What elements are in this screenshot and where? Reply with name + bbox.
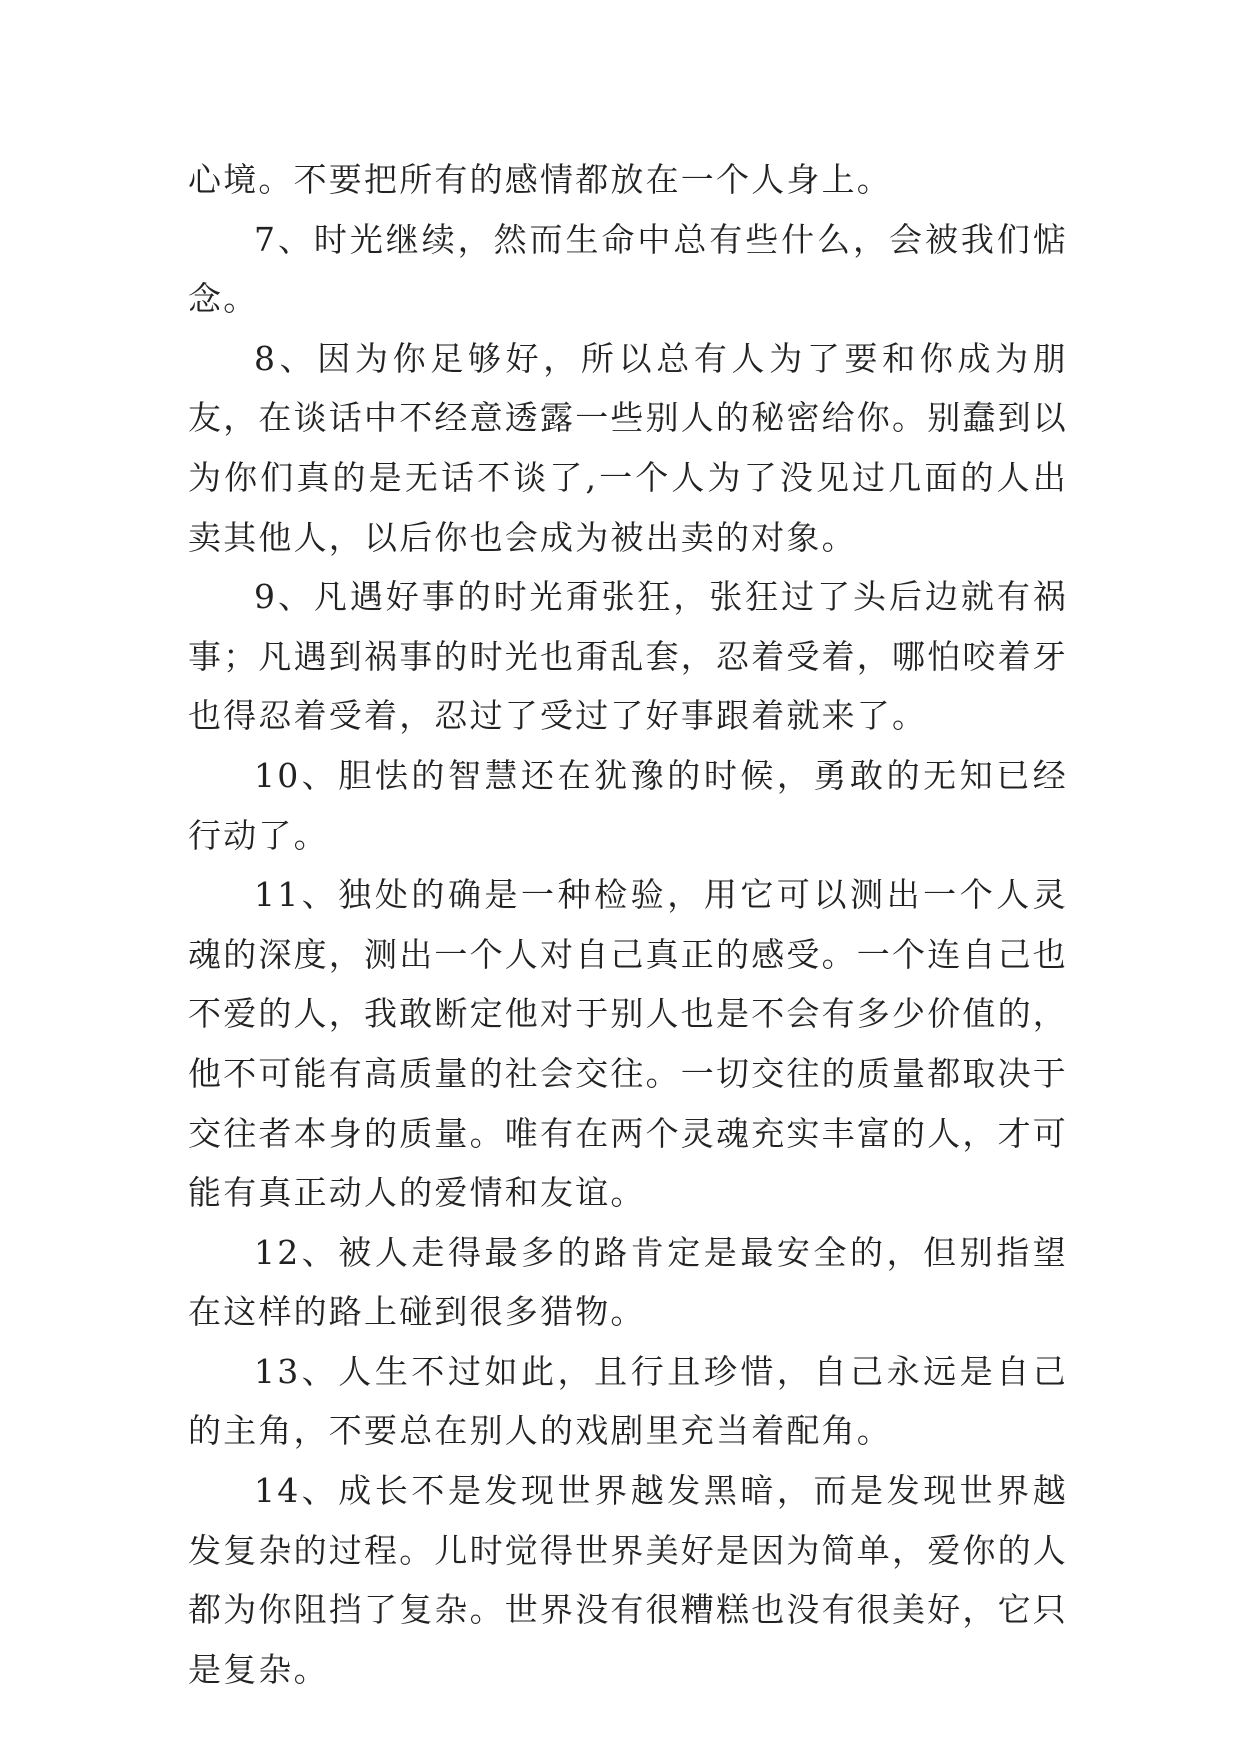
paragraph-7: 7、时光继续，然而生命中总有些什么，会被我们惦念。 [188, 219, 1068, 319]
paragraph-8: 8、因为你足够好，所以总有人为了要和你成为朋友，在谈话中不经意透露一些别人的秘密给你。别蠢到以为你们真的是无话不谈了,一个人为了没见过几面的人出卖其他人，以后你也会成为被出卖的对象。 [188, 338, 1068, 557]
paragraph-14: 14、成长不是发现世界越发黑暗，而是发现世界越发复杂的过程。儿时觉得世界美好是因为简单，爱你的人都为你阻挡了复杂。世界没有很糟糕也没有很美好，它只是复杂。 [188, 1471, 1068, 1689]
paragraph-12: 12、被人走得最多的路肯定是最安全的，但别指望在这样的路上碰到很多猎物。 [188, 1232, 1068, 1332]
document-body [188, 150, 1068, 1699]
paragraph-9: 9、凡遇好事的时光甭张狂，张狂过了头后边就有祸事；凡遇到祸事的时光也甭乱套，忍着受着，哪怕咬着牙也得忍着受着，忍过了受过了好事跟着就来了。 [188, 577, 1068, 736]
paragraph-continuation: 心境。不要把所有的感情都放在一个人身上。 [188, 160, 892, 199]
paragraph-11: 11、独处的确是一种检验，用它可以测出一个人灵魂的深度，测出一个人对自己真正的感受。一个连自己也不爱的人，我敢断定他对于别人也是不会有多少价值的，他不可能有高质量的社会交往。一切交往的质量都取决于交往者本身的质量。唯有在两个灵魂充实丰富的人，才可能有真正动人的爱情和友谊。 [188, 875, 1068, 1213]
paragraph-10: 10、胆怯的智慧还在犹豫的时候，勇敢的无知已经行动了。 [188, 755, 1068, 855]
paragraph-13: 13、人生不过如此，且行且珍惜，自己永远是自己的主角，不要总在别人的戏剧里充当着配角。 [188, 1351, 1068, 1451]
